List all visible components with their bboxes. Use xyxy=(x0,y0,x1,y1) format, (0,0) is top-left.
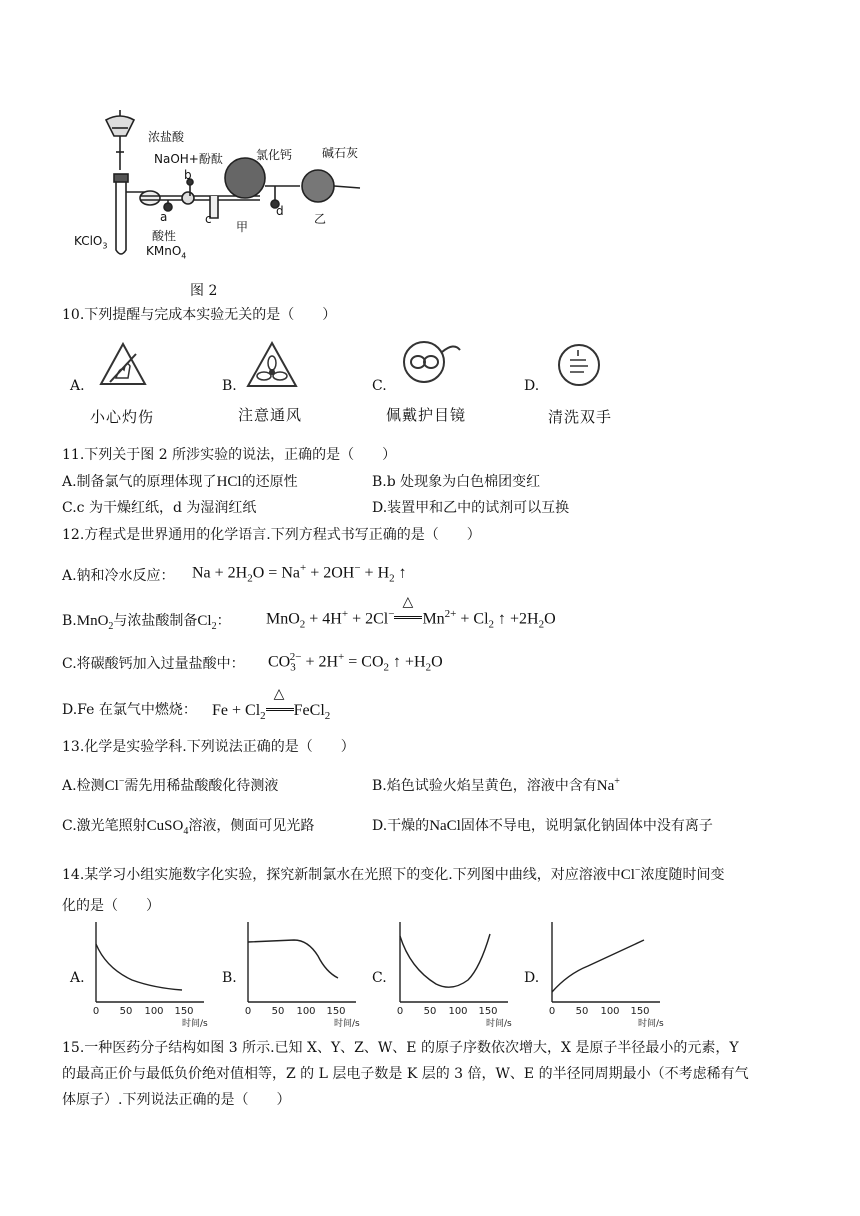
q10-option-a-label: 小心灼伤 xyxy=(90,408,155,426)
q12-option-d-equation: $Fe + Cl_2$ △ FeCl$_2$ xyxy=(212,687,331,723)
q12-option-d-text: D.Fe 在氯气中燃烧： xyxy=(62,702,197,718)
figure-2-caption: 图 2 xyxy=(190,283,218,299)
label-soda-lime: 碱石灰 xyxy=(322,146,359,160)
mini-chart-2 xyxy=(245,922,360,1029)
q12-option-b-text: B.MnO$_2$与浓盐酸制备$Cl_2$： xyxy=(62,613,231,632)
ventilation-fan-icon xyxy=(245,340,299,394)
q11-option-c: C.c 为干燥红纸，d 为湿润红纸 xyxy=(62,500,257,516)
mini-chart-4 xyxy=(549,922,664,1029)
q11-option-d: D.装置甲和乙中的试剂可以互换 xyxy=(372,500,570,516)
label-jia: 甲 xyxy=(236,220,249,234)
mini-chart-1 xyxy=(93,922,208,1029)
q12-option-a-equation: $Na + 2H_2O = Na^+ + 2OH^- + H_2$ ↑ xyxy=(192,562,407,585)
q14-stem-line1: 14.某学习小组实施数字化实验，探究新制氯水在光照下的变化.下列图中曲线，对应溶液中Cl−浓度随时间变 xyxy=(62,865,725,883)
q13-option-b: B.焰色试验火焰呈黄色，溶液中含有Na+ xyxy=(372,776,620,794)
label-cacl2: 氯化钙 xyxy=(256,148,293,162)
q14-option-d-letter: D. xyxy=(524,970,540,986)
mini-chart-tick-label: 50 xyxy=(423,1006,437,1017)
label-c: c xyxy=(205,212,212,226)
mini-chart-tick-label: 100 xyxy=(296,1006,316,1017)
q13-option-a: A.检测Cl−需先用稀盐酸酸化待测液 xyxy=(62,776,279,794)
burn-warning-icon xyxy=(98,340,148,394)
q10-option-b-letter: B. xyxy=(222,378,237,394)
label-naoh-phenolphthalein: NaOH+酚酞 xyxy=(154,152,223,166)
mini-chart-3 xyxy=(397,922,512,1029)
mini-chart-tick-label: 0 xyxy=(396,1006,404,1017)
mini-chart-tick-label: 0 xyxy=(92,1006,100,1017)
goggles-icon xyxy=(398,340,468,390)
mini-chart-tick-label: 50 xyxy=(575,1006,589,1017)
mini-chart-curve xyxy=(400,934,490,987)
q10-stem: 10.下列提醒与完成本实验无关的是（ ） xyxy=(62,307,337,323)
q15-line1: 15.一种医药分子结构如图 3 所示.已知 X、Y、Z、W、E 的原子序数依次增大，X 是原子半径最小的元素，Y xyxy=(62,1040,739,1056)
mini-chart-tick-label: 150 xyxy=(630,1006,650,1017)
q13-stem: 13.化学是实验学科.下列说法正确的是（ ） xyxy=(62,739,355,755)
mini-chart-tick-label: 50 xyxy=(271,1006,285,1017)
mini-chart-tick-label: 150 xyxy=(174,1006,194,1017)
mini-chart-x-label: 时间/s xyxy=(334,1019,360,1029)
q12-option-a-text: A.钠和冷水反应： xyxy=(62,568,175,584)
q14-stem-line2: 化的是（ ） xyxy=(62,898,160,914)
wash-hands-icon xyxy=(556,342,602,392)
label-d: d xyxy=(276,204,284,218)
mini-chart-tick-label: 0 xyxy=(244,1006,252,1017)
mini-chart-curve xyxy=(552,940,644,992)
q14-option-a-letter: A. xyxy=(70,970,85,986)
q14-option-c-letter: C. xyxy=(372,970,387,986)
q14-mini-charts xyxy=(80,922,700,1032)
q10-option-d-letter: D. xyxy=(524,378,540,394)
mini-chart-curve xyxy=(96,944,182,990)
q12-option-b-equation: MnO$_2$ + 4H+ + 2Cl− △ $Mn^{2+} + Cl_2$ ↑ $+2H_2O$ xyxy=(266,595,556,631)
label-b: b xyxy=(184,168,192,182)
q10-option-a-letter: A. xyxy=(70,378,85,394)
q10-option-d-label: 清洗双手 xyxy=(548,408,613,426)
q15-line3: 体原子）.下列说法正确的是（ ） xyxy=(62,1092,291,1108)
q13-option-d: D.干燥的NaCl固体不导电，说明氯化钠固体中没有离子 xyxy=(372,818,713,834)
q12-stem: 12.方程式是世界通用的化学语言.下列方程式书写正确的是（ ） xyxy=(62,527,481,543)
q14-option-b-letter: B. xyxy=(222,970,237,986)
q12-option-c-text: C.将碳酸钙加入过量盐酸中： xyxy=(62,656,245,672)
label-a: a xyxy=(160,210,168,224)
q11-option-b: B.b 处现象为白色棉团变红 xyxy=(372,474,541,490)
mini-chart-tick-label: 100 xyxy=(448,1006,468,1017)
label-conc-hcl: 浓盐酸 xyxy=(148,130,185,144)
mini-chart-x-label: 时间/s xyxy=(182,1019,208,1029)
label-kmno4: KMnO$_4$ xyxy=(146,244,187,261)
mini-chart-tick-label: 0 xyxy=(548,1006,556,1017)
mini-chart-tick-label: 100 xyxy=(144,1006,164,1017)
mini-chart-x-label: 时间/s xyxy=(638,1019,664,1029)
mini-chart-tick-label: 150 xyxy=(326,1006,346,1017)
figure-2-apparatus xyxy=(70,100,380,270)
q10-option-c-label: 佩戴护目镜 xyxy=(386,406,467,424)
label-yi: 乙 xyxy=(314,212,327,226)
mini-chart-tick-label: 150 xyxy=(478,1006,498,1017)
q10-option-c-letter: C. xyxy=(372,378,387,394)
q11-option-a: A.制备氯气的原理体现了HCl的还原性 xyxy=(62,474,298,490)
label-kclo3: KClO$_3$ xyxy=(74,234,108,251)
q13-option-c: C.激光笔照射CuSO$_4$溶液，侧面可见光路 xyxy=(62,818,315,837)
q10-option-b-label: 注意通风 xyxy=(238,406,303,424)
q15-line2: 的最高正价与最低负价绝对值相等，Z 的 L 层电子数是 K 层的 3 倍，W、E 的半径同周期最小（不考虑稀有气 xyxy=(62,1066,749,1082)
mini-chart-x-label: 时间/s xyxy=(486,1019,512,1029)
mini-chart-curve xyxy=(248,940,338,978)
apparatus-drawing xyxy=(70,100,380,270)
mini-chart-tick-label: 100 xyxy=(600,1006,620,1017)
q12-option-c-equation: $CO_3^{2-} + 2H^+ = CO_2$ ↑ $+H_2O$ xyxy=(268,651,443,674)
mini-chart-tick-label: 50 xyxy=(119,1006,133,1017)
label-acidic: 酸性 xyxy=(152,229,177,243)
q11-stem: 11.下列关于图 2 所涉实验的说法，正确的是（ ） xyxy=(62,447,397,463)
